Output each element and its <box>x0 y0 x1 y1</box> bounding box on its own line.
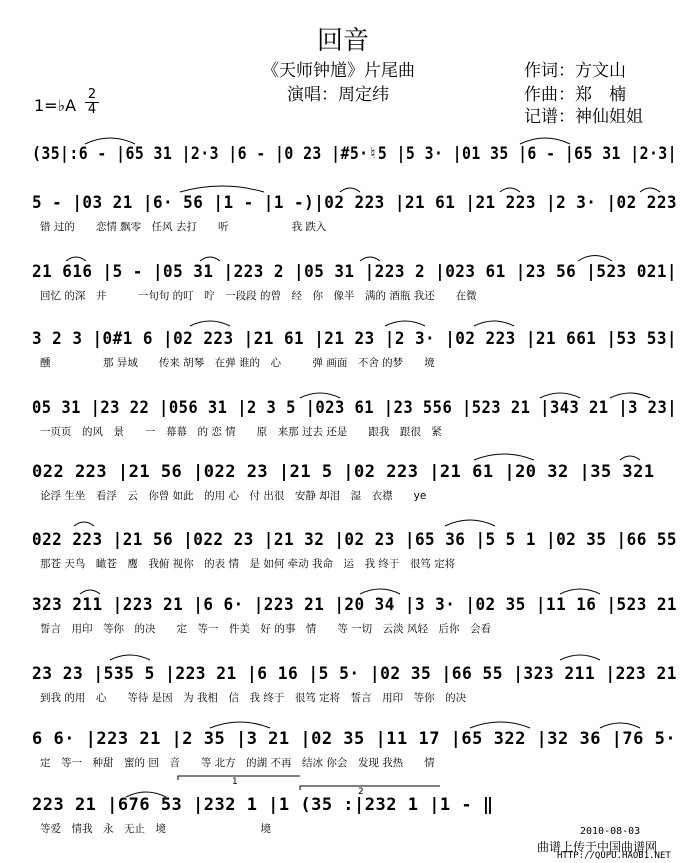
slur <box>520 138 570 144</box>
slur <box>560 655 600 660</box>
slur <box>474 454 534 460</box>
slur <box>66 257 86 261</box>
lyric-row: 一页页 的风 景 一 幕幕 的 恋 情 原 来那 过去 还是 跟我 跟很 紧 <box>40 426 442 438</box>
slur <box>620 456 640 460</box>
lyric-row: 等爱 情我 永 无止 境 境 <box>40 823 271 835</box>
time-signature-bottom: 4 <box>85 102 99 117</box>
song-title: 回音 <box>316 26 369 56</box>
slur <box>474 321 514 326</box>
lyric-row: 醺 那 异域 传来 胡琴 在弹 谁的 心 弹 画面 不舍 的梦 境 <box>40 357 435 369</box>
notation-row: 323 211 |223 21 |6 6· |223 21 |20 34 |3 3· |02 35 |11 16 |523 21 <box>32 595 677 615</box>
song-subtitle: 《天师钟馗》片尾曲 <box>262 61 415 81</box>
slur <box>210 722 270 728</box>
slur <box>80 590 100 594</box>
time-signature-top: 2 <box>87 87 97 102</box>
notation-row: 022 223 |21 56 |022 23 |21 32 |02 23 |65 36 |5 5 1 |02 35 |66 55 <box>32 530 677 550</box>
lyric-row: 定 等一 种甜 蜜的 回 音 等 北方 的湖 不再 结冰 你会 发现 我热 情 <box>40 757 435 769</box>
lyric-row: 论浮 生坐 看浮 云 你曾 如此 的用 心 付 出很 安静 却泪 湿 衣襟 ye <box>40 490 427 502</box>
notation-row: 21 616 |5 - |05 31 |223 2 |05 31 |223 2 |023 61 |23 56 |523 021| <box>32 262 677 282</box>
lyricist-credit: 作词：方文山 <box>524 61 626 81</box>
slur <box>190 321 230 326</box>
lyric-row: 到我 的用 心 等待 是因 为 我相 信 我 终于 很笃 定将 誓言 用印 等你 的决 <box>40 692 467 704</box>
notation-row: 05 31 |23 22 |056 31 |2 3 5 |023 61 |23 556 |523 21 |343 21 |3 23| <box>32 398 677 418</box>
slur <box>385 321 425 326</box>
slur <box>600 723 640 728</box>
lyric-row: 错 过的 恋情 飘零 任风 去打 听 我 跌入 <box>40 221 327 233</box>
notation-row: 23 23 |535 5 |223 21 |6 16 |5 5· |02 35 |66 55 |323 211 |223 21 <box>32 664 677 684</box>
transcriber-credit: 记谱：神仙姐姐 <box>524 107 643 127</box>
slur <box>74 522 94 526</box>
slur <box>180 186 264 192</box>
notation-row: 022 223 |21 56 |022 23 |21 5 |02 223 |21 61 |20 32 |35 321 <box>32 462 655 482</box>
singer-credit: 演唱：周定纬 <box>287 85 389 105</box>
slur <box>640 188 660 192</box>
notation-row: 6 6· |223 21 |2 35 |3 21 |02 35 |11 17 |65 322 |32 36 |76 5· <box>32 729 677 749</box>
slur <box>360 257 380 261</box>
slur <box>200 257 220 261</box>
slur <box>500 188 520 192</box>
slur <box>560 589 600 594</box>
site-name: 曲谱上传于中国曲谱网 <box>537 840 658 854</box>
key-signature: 1=♭A <box>34 96 77 115</box>
volta-1-bracket <box>178 776 300 780</box>
site-url: HTTP://QUPU.HAOB1.NET <box>557 851 671 861</box>
slur <box>445 520 495 526</box>
composer-credit: 作曲：郑 楠 <box>524 85 626 105</box>
slur <box>360 589 400 594</box>
volta-1-number: 1 <box>232 777 238 787</box>
slur <box>85 138 135 144</box>
slur <box>110 655 150 660</box>
lyric-row: 那苍 天鸟 瞰苍 鹰 我俯 视你 的表 情 是 如何 牵动 我命 运 我 终于 很笃 定将 <box>40 558 456 570</box>
lyric-row: 回忆 的深 井 一旬旬 的叮 咛 一段段 的曾 经 你 像半 满的 酒瓶 我还 在微 <box>40 290 477 302</box>
slur <box>540 393 580 398</box>
notation-row: (35|:6 - |65 31 |2·3 |6 - |0 23 |#5·♮5 |5 3· |01 35 |6 - |65 31 |2·3| <box>32 144 677 164</box>
lyric-row: 誓言 用印 等你 的决 定 等一 件美 好 的事 情 等 一切 云淡 风轻 后你 会看 <box>40 623 492 635</box>
slur <box>126 792 166 797</box>
slur <box>470 722 530 728</box>
volta-2-bracket <box>300 786 440 790</box>
notation-row: 3 2 3 |0#1 6 |02 223 |21 61 |21 23 |2 3· |02 223 |21 661 |53 53| <box>32 329 677 349</box>
slur <box>300 393 340 398</box>
volta-2-number: 2 <box>358 787 364 797</box>
slur <box>578 256 612 262</box>
notation-row: 5 - |03 21 |6· 56 |1 - |1 -)|02 223 |21 61 |21 223 |2 3· |02 223 <box>32 193 677 213</box>
slur <box>340 188 360 192</box>
notation-row: 223 21 |676 53 |232 1 |1 (35 :|232 1 |1 - ‖ <box>32 795 494 815</box>
upload-date: 2010-08-03 <box>580 826 641 837</box>
slur <box>610 393 650 398</box>
